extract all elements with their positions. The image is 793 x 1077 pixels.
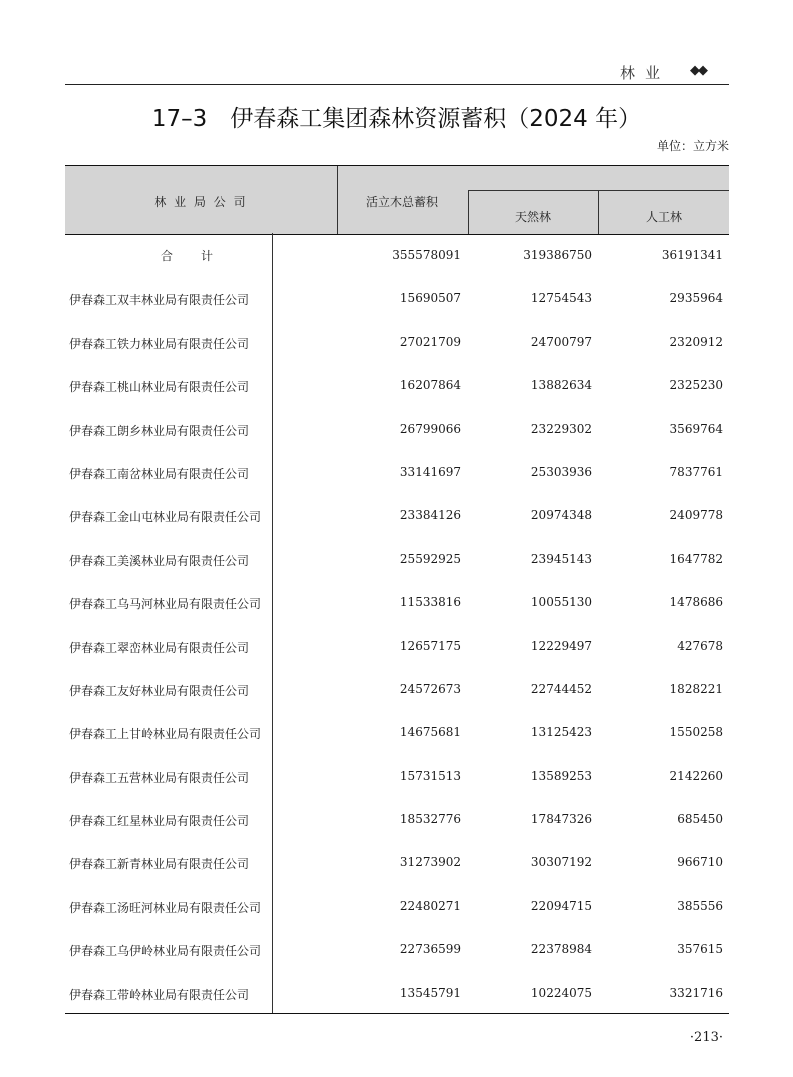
planted-value: 2142260 bbox=[669, 768, 723, 783]
total-value: 15690507 bbox=[399, 291, 461, 306]
table-row bbox=[65, 539, 729, 582]
natural-value: 319386750 bbox=[523, 248, 592, 262]
total-value: 355578091 bbox=[392, 248, 461, 262]
planted-value: 685450 bbox=[677, 812, 723, 827]
natural-value: 22744452 bbox=[530, 681, 592, 696]
total-value: 13545791 bbox=[399, 985, 461, 1000]
planted-value: 1550258 bbox=[669, 725, 723, 740]
planted-value: 357615 bbox=[677, 942, 723, 957]
table-row bbox=[65, 322, 729, 365]
company-name: 伊春森工桃山林业局有限责任公司 bbox=[69, 380, 250, 395]
total-value: 11533816 bbox=[399, 595, 461, 610]
planted-value: 427678 bbox=[677, 638, 723, 653]
company-name: 伊春森工汤旺河林业局有限责任公司 bbox=[69, 900, 262, 915]
column-divider bbox=[272, 233, 273, 1013]
natural-value: 12229497 bbox=[530, 638, 592, 653]
company-name: 伊春森工乌伊岭林业局有限责任公司 bbox=[69, 944, 262, 959]
company-name: 伊春森工乌马河林业局有限责任公司 bbox=[69, 597, 262, 612]
company-name: 伊春森工上甘岭林业局有限责任公司 bbox=[69, 727, 262, 742]
natural-value: 24700797 bbox=[530, 334, 592, 349]
planted-value: 385556 bbox=[677, 898, 723, 913]
planted-value: 7837761 bbox=[669, 464, 723, 479]
total-value: 26799066 bbox=[399, 421, 461, 436]
table-row bbox=[65, 929, 729, 972]
planted-value: 966710 bbox=[677, 855, 723, 870]
table-row bbox=[65, 973, 729, 1016]
total-label: 合计 bbox=[160, 249, 241, 263]
natural-value: 20974348 bbox=[530, 508, 592, 523]
table-body bbox=[65, 278, 729, 1016]
total-value: 22480271 bbox=[399, 898, 461, 913]
running-header: 林业 bbox=[620, 64, 671, 82]
col-header-planted: 人工林 bbox=[645, 210, 682, 224]
natural-value: 23229302 bbox=[530, 421, 592, 436]
company-name: 伊春森工新青林业局有限责任公司 bbox=[69, 857, 250, 872]
table-row bbox=[65, 365, 729, 408]
planted-value: 3321716 bbox=[669, 985, 723, 1000]
unit-label: 单位：立方米 bbox=[656, 139, 729, 153]
header-divider bbox=[598, 190, 599, 234]
company-name: 伊春森工翠峦林业局有限责任公司 bbox=[69, 640, 250, 655]
planted-value: 2935964 bbox=[669, 291, 723, 306]
company-name: 伊春森工五营林业局有限责任公司 bbox=[69, 770, 250, 785]
natural-value: 22094715 bbox=[530, 898, 592, 913]
total-value: 18532776 bbox=[399, 812, 461, 827]
natural-value: 13882634 bbox=[530, 378, 592, 393]
total-value: 23384126 bbox=[399, 508, 461, 523]
table-row bbox=[65, 799, 729, 842]
total-value: 24572673 bbox=[399, 681, 461, 696]
col-header-total: 活立木总蓄积 bbox=[365, 195, 438, 209]
planted-value: 2325230 bbox=[669, 378, 723, 393]
natural-value: 22378984 bbox=[530, 942, 592, 957]
table-row bbox=[65, 582, 729, 625]
planted-value: 1647782 bbox=[669, 551, 723, 566]
table-row bbox=[65, 452, 729, 495]
table-row bbox=[65, 842, 729, 885]
natural-value: 23945143 bbox=[530, 551, 592, 566]
total-value: 31273902 bbox=[399, 855, 461, 870]
planted-value: 2409778 bbox=[669, 508, 723, 523]
table-row bbox=[65, 886, 729, 929]
company-name: 伊春森工美溪林业局有限责任公司 bbox=[69, 553, 250, 568]
table-row bbox=[65, 712, 729, 755]
total-value: 22736599 bbox=[399, 942, 461, 957]
natural-value: 12754543 bbox=[530, 291, 592, 306]
table-header bbox=[65, 166, 729, 235]
page-number: ·213· bbox=[689, 1030, 723, 1045]
col-header-company: 林 业 局 公 司 bbox=[154, 195, 248, 209]
page-title: 17–3 伊春森工集团森林资源蓄积（2024 年） bbox=[151, 106, 642, 132]
company-name: 伊春森工朗乡林业局有限责任公司 bbox=[69, 423, 250, 438]
natural-value: 25303936 bbox=[530, 464, 592, 479]
planted-value: 1828221 bbox=[669, 681, 723, 696]
header-divider bbox=[468, 190, 469, 234]
table-bottom-rule bbox=[65, 1013, 729, 1014]
company-name: 伊春森工双丰林业局有限责任公司 bbox=[69, 293, 250, 308]
natural-value: 10055130 bbox=[530, 595, 592, 610]
company-name: 伊春森工铁力林业局有限责任公司 bbox=[69, 336, 250, 351]
natural-value: 17847326 bbox=[530, 812, 592, 827]
planted-value: 2320912 bbox=[669, 334, 723, 349]
header-divider bbox=[337, 166, 338, 234]
company-name: 伊春森工金山屯林业局有限责任公司 bbox=[69, 510, 262, 525]
company-name: 伊春森工带岭林业局有限责任公司 bbox=[69, 987, 250, 1002]
table-row bbox=[65, 495, 729, 538]
planted-value: 36191341 bbox=[661, 248, 723, 262]
header-rule bbox=[65, 84, 729, 85]
table-row bbox=[65, 756, 729, 799]
col-header-natural: 天然林 bbox=[514, 210, 551, 224]
company-name: 伊春森工红星林业局有限责任公司 bbox=[69, 814, 250, 829]
table-row bbox=[65, 409, 729, 452]
total-value: 33141697 bbox=[399, 464, 461, 479]
header-diamond-icon: ◆◆ bbox=[690, 63, 706, 78]
total-value: 25592925 bbox=[399, 551, 461, 566]
total-value: 15731513 bbox=[399, 768, 461, 783]
company-name: 伊春森工友好林业局有限责任公司 bbox=[69, 683, 250, 698]
header-subrule bbox=[468, 190, 729, 191]
planted-value: 3569764 bbox=[669, 421, 723, 436]
table-row-total bbox=[65, 235, 729, 278]
natural-value: 10224075 bbox=[530, 985, 592, 1000]
table-row bbox=[65, 278, 729, 321]
total-value: 12657175 bbox=[399, 638, 461, 653]
total-value: 16207864 bbox=[399, 378, 461, 393]
total-value: 14675681 bbox=[399, 725, 461, 740]
natural-value: 13125423 bbox=[530, 725, 592, 740]
natural-value: 30307192 bbox=[530, 855, 592, 870]
total-value: 27021709 bbox=[399, 334, 461, 349]
data-table bbox=[65, 165, 729, 1016]
table-row bbox=[65, 626, 729, 669]
natural-value: 13589253 bbox=[530, 768, 592, 783]
table-row bbox=[65, 669, 729, 712]
planted-value: 1478686 bbox=[669, 595, 723, 610]
company-name: 伊春森工南岔林业局有限责任公司 bbox=[69, 466, 250, 481]
